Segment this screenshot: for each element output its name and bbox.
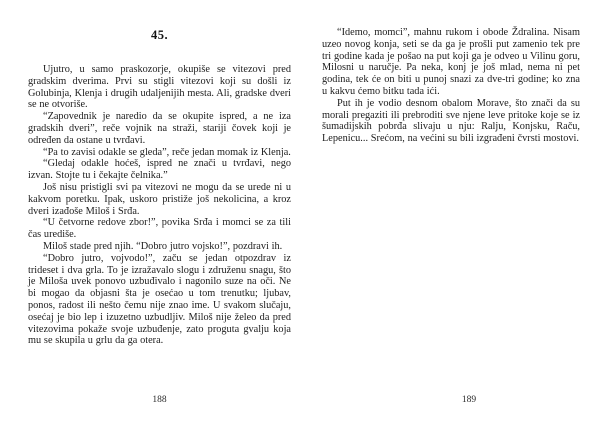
paragraph: “Pa to zavisi odakle se gleda”, reče jedan momak iz Klenja. (43, 146, 291, 158)
paragraph: Još nisu pristigli svi pa vitezovi ne mogu da se urede ni u kakvom poretku. Ipak, uskoro pristiže još nekolicina, a kroz dveri izađoše Miloš i Srđa. (28, 181, 291, 217)
page-left (28, 0, 291, 424)
page-number-right: 189 (461, 395, 477, 405)
paragraph: Miloš stade pred njih. “Dobro jutro vojsko!”, pozdravi ih. (43, 240, 283, 252)
paragraph: “U četvorne redove zbor!”, povika Srđa i momci se za tili čas urediše. (28, 217, 291, 241)
page-right (322, 0, 580, 424)
paragraph: “Gledaj odakle hoćeš, ispred ne znači u tvrđavi, nego izvan. Stojte tu i čekajte čelnika.” (28, 158, 291, 182)
paragraph: “Idemo, momci”, mahnu rukom i obode Ždralina. Nisam uzeo novog konja, seti se da ga je prošli put zamenio tek pre tri godine kada je pošao na put koji ga je odveo u Vilinu goru, Milosni u naručje. Pa neka, konj je još mlad, nema ni pet godina, tek će on biti u punoj snazi za dve-tri godine; ko zna u kakvu ćemo bitku tada ići. (322, 27, 580, 97)
chapter-heading: 45. (150, 28, 169, 42)
paragraph: “Dobro jutro, vojvodo!”, začu se jedan otpozdrav iz trideset i dva grla. To je izražavalo slogu i združenu snagu, što je Miloša uvek ponovo uzbuđivalo i nagonilo suze na oči. Ne bi mogao da objasni šta je osećao u tom trenutku; ljubav, ponos, radost ili nešto čemu nije znao ime. U svakom slučaju, osećaj je bio lep i izuzetno uzbudljiv. Miloš nije želeo da pred vitezovima pokaže svoje uzbuđenje, zato proguta gvalju koja mu se skupila u grlu da ga otera. (28, 252, 291, 347)
page-right-body (322, 0, 580, 145)
paragraph: Put ih je vodio desnom obalom Morave, što znači da su morali pregaziti ili prebroditi sve njene leve pritoke koje se iz šumadijskih pobrđa slivaju u nju: Ralju, Konjsku, Raču, Lepenicu... Srećom, na većini su bili izgrađeni čvrsti mostovi. (322, 97, 580, 145)
paragraph: Ujutro, u samo praskozorje, okupiše se vitezovi pred gradskim dverima. Prvi su stigli vitezovi koji su došli iz Golubinja, Klenja i drugih udaljenijih mesta. Ali, gradske dveri se ne otvoriše. (28, 64, 291, 111)
page-number-left: 188 (152, 395, 167, 405)
paragraph: “Zapovednik je naredio da se okupite ispred, a ne iza gradskih dveri”, reče vojnik na straži, stariji čovek koji je određen da ostane u tvrđavi. (28, 111, 291, 146)
page-left-body (28, 64, 291, 347)
